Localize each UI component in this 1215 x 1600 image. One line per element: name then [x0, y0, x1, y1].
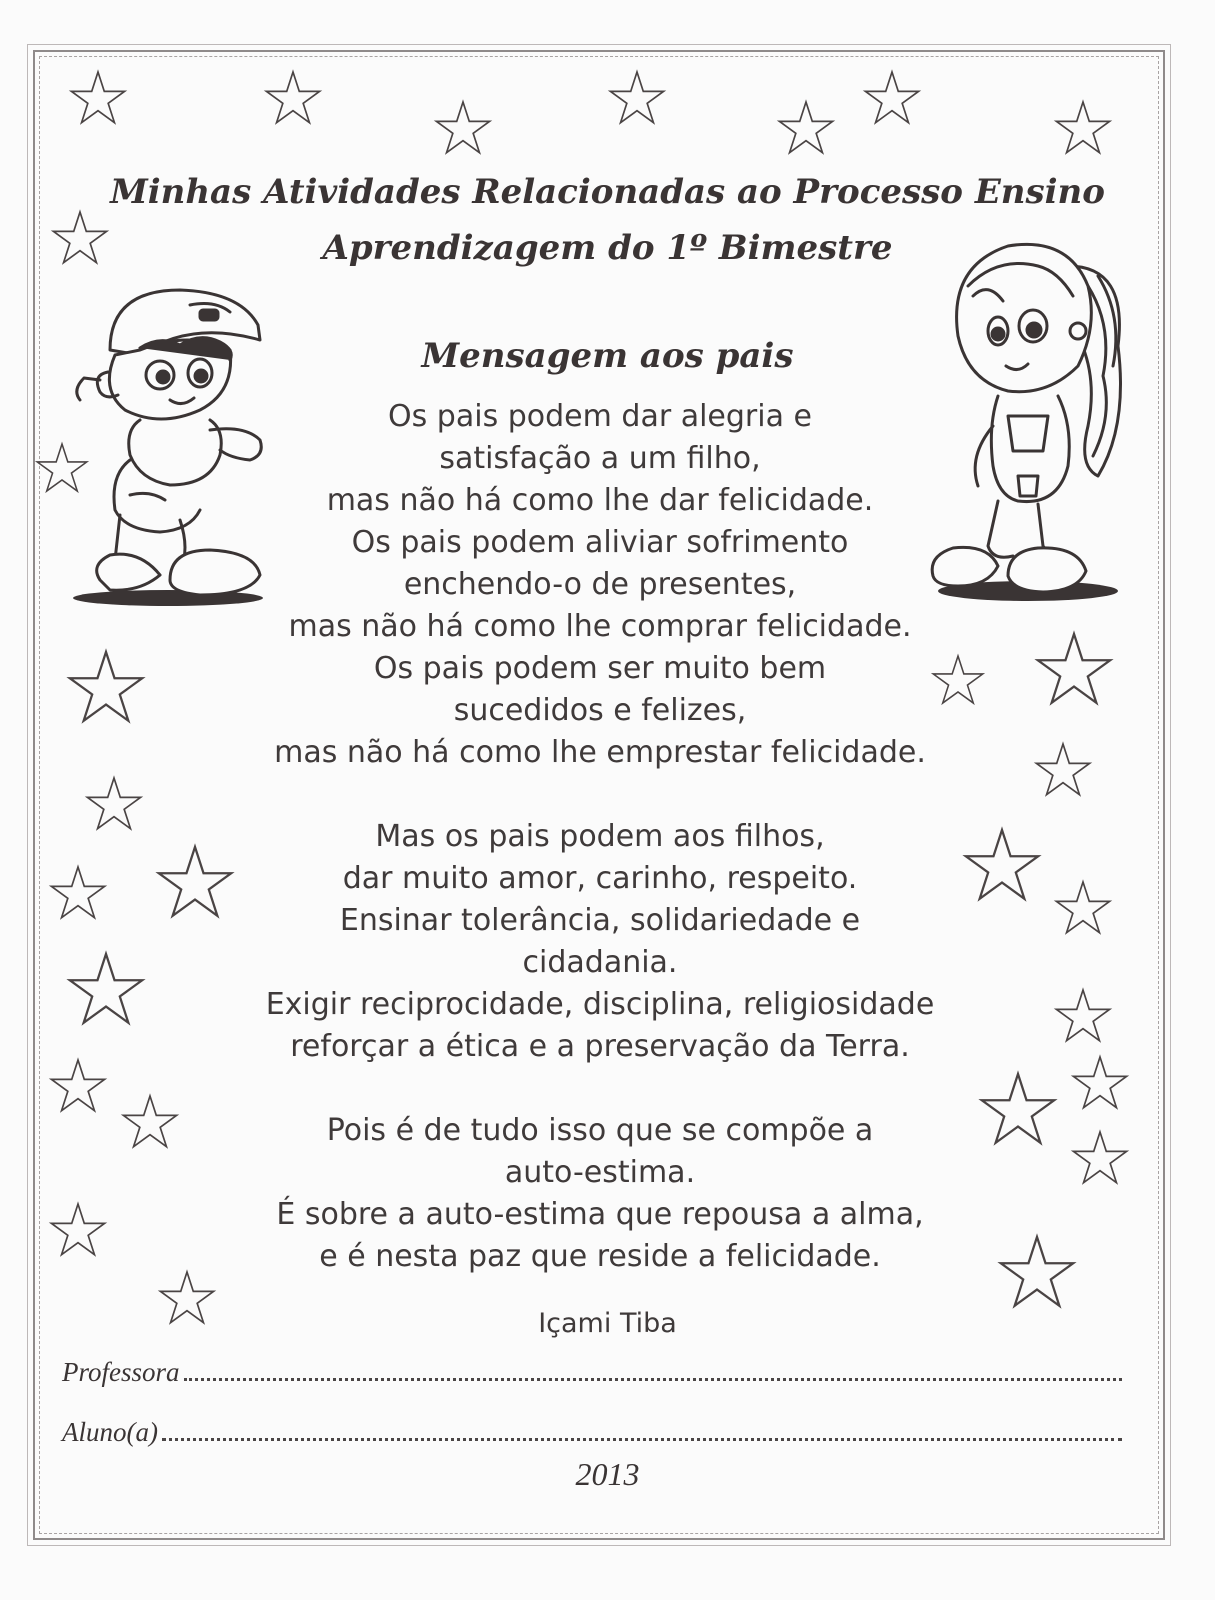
poem-line: Exigir reciprocidade, disciplina, religiosidade	[265, 987, 935, 1022]
star-icon	[1056, 882, 1109, 933]
star-icon	[1056, 102, 1109, 153]
star-icon	[1056, 990, 1109, 1041]
poem-line: Os pais podem ser muito bem	[373, 651, 827, 686]
star-icon	[865, 72, 918, 123]
poem-line: É sobre a auto-estima que repousa a alma,	[276, 1197, 924, 1232]
student-field[interactable]	[62, 1412, 1122, 1448]
star-icon	[1073, 1132, 1126, 1183]
star-icon	[436, 102, 489, 153]
star-icon	[51, 1060, 104, 1111]
teacher-label: Professora	[62, 1357, 180, 1387]
poem-line: Pois é de tudo isso que se compõe a	[326, 1113, 874, 1148]
poem-line: Mas os pais podem aos filhos,	[375, 819, 825, 854]
poem-line: Os pais podem aliviar sofrimento	[351, 525, 849, 560]
star-icon	[51, 867, 104, 918]
message-subtitle: Mensagem aos pais	[421, 336, 794, 376]
star-icon	[71, 72, 124, 123]
poem-stanza-2	[170, 816, 1030, 1068]
author-name: Içami Tiba	[538, 1308, 677, 1339]
poem-line: mas não há como lhe emprestar felicidade.	[274, 735, 926, 770]
star-icon	[70, 652, 142, 721]
teacher-dotted-line[interactable]	[184, 1372, 1122, 1381]
star-icon	[1073, 1057, 1126, 1108]
poem-line: dar muito amor, carinho, respeito.	[342, 861, 858, 896]
poem-line: sucedidos e felizes,	[453, 693, 747, 728]
star-icon	[123, 1096, 176, 1147]
page-title-line1: Minhas Atividades Relacionadas ao Processo Ensino	[110, 172, 1105, 212]
poem-line: enchendo-o de presentes,	[403, 567, 797, 602]
star-icon	[1036, 744, 1089, 795]
poem	[170, 396, 1030, 1320]
poem-line: Os pais podem dar alegria e	[388, 399, 812, 434]
year: 2013	[575, 1456, 640, 1492]
poem-line: cidadania.	[522, 945, 678, 980]
poem-line: mas não há como lhe comprar felicidade.	[288, 609, 912, 644]
poem-line: e é nesta paz que reside a felicidade.	[319, 1239, 881, 1274]
poem-line: auto-estima.	[504, 1155, 696, 1190]
star-icon	[266, 72, 319, 123]
star-icon	[70, 954, 142, 1023]
poem-line: reforçar a ética e a preservação da Terra.	[290, 1029, 910, 1064]
poem-line: satisfação a um filho,	[439, 441, 761, 476]
poem-stanza-1	[170, 396, 1030, 774]
star-icon	[51, 1204, 104, 1255]
star-icon	[1038, 634, 1110, 703]
poem-stanza-3	[170, 1110, 1030, 1278]
student-dotted-line[interactable]	[162, 1432, 1122, 1441]
poem-line: mas não há como lhe dar felicidade.	[326, 483, 874, 518]
page-title-line2: Aprendizagem do 1º Bimestre	[322, 228, 893, 268]
poem-line: Ensinar tolerância, solidariedade e	[339, 903, 861, 938]
star-icon	[610, 72, 663, 123]
student-label: Aluno(a)	[62, 1417, 158, 1447]
star-icon	[87, 778, 140, 829]
star-icon	[779, 102, 832, 153]
teacher-field[interactable]	[62, 1352, 1122, 1388]
